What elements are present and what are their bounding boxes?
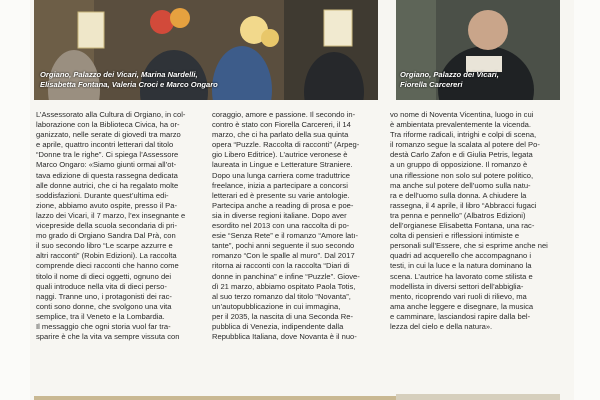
article-line: vo nome di Noventa Vicentina, luogo in cui [390, 110, 534, 119]
article-line: il romanzo segue la scalata al potere del Po- [390, 140, 540, 150]
article-line: al suo terzo romanzo dal titolo “Novanta”, [212, 291, 351, 301]
caption-line: Orgiano, Palazzo dei Vicari, [400, 70, 499, 79]
article-line: contro è stato con Fiorella Carcereri, il 14 [212, 120, 351, 130]
article-line: ma anche sul potere dell’uomo sulla natu- [390, 180, 531, 190]
article-line: esordito nel 2013 con una raccolta di po- [212, 221, 350, 231]
article-line: titolo il nome di dieci oggetti, ognuno dei [36, 271, 172, 281]
article-column-2 [212, 110, 372, 342]
article-line: esie “Senza Rete” e il romanzo “Amore latı- [212, 231, 359, 241]
article-line: conti sono donne, che svolgono una vita [36, 301, 172, 311]
article-line: sia in diverse regioni italiane. Dopo aver [212, 210, 347, 220]
article-line: a un gruppo di opposizione. Il romanzo è [390, 160, 528, 170]
article-line: un’autopubblicazione in cui immagina, [212, 301, 341, 311]
article-line: laureata in Lingue e Letterature Straniere. [212, 160, 353, 170]
caption-line: Elisabetta Fontana, Valeria Croci e Marco Ongaro [40, 80, 218, 89]
article-line: comprende dieci racconti che hanno come [36, 261, 179, 271]
article-line: “Donne tra le righe”. Ci spiega l’Assessore [36, 150, 179, 160]
article-line: alle donne autrici, che ci ha regalato molte [36, 180, 179, 190]
article-line: vicepreside della scuola secondaria di pri- [36, 221, 177, 231]
page-margin-left [0, 0, 30, 400]
article-column-3 [390, 110, 554, 332]
article-line: ritorna ai racconti con la raccolta “Diari di [212, 261, 350, 271]
event-photo-group [34, 0, 378, 100]
article-line: gio Libero Editrice). L’autrice veronese è [212, 150, 348, 160]
photo-right-caption [400, 70, 499, 90]
article-line: quadri ad acquerello che accompagnano i [390, 251, 532, 261]
article-line: coraggio, amore e passione. Il secondo in- [212, 110, 356, 119]
article-line: Dopo una lunga carriera come traduttrice [212, 170, 351, 180]
article-line: scena. L’autrice ha lavorato come stilista e [390, 271, 533, 281]
article-line: e aprile, quattro incontri letterari dal titolo [36, 140, 174, 150]
article-line: pubblica di Venezia, indipendente dalla [212, 321, 344, 331]
photo-left-caption [40, 70, 218, 90]
article-line: personali sull’Essere, che si esprime anche nei [390, 241, 548, 251]
article-line: una riflessione non solo sul potere politico, [390, 170, 534, 180]
article-line: donne in panchina” e infine “Puzzle”. Giove- [212, 271, 360, 281]
article-line: ama anche leggere e disegnare, la musica [390, 301, 534, 311]
article-line: opera “Puzzle. Raccolta di racconti” (Arpeg- [212, 140, 360, 150]
caption-line: Orgiano, Palazzo dei Vicari, Marina Nardelli, [40, 70, 198, 79]
article-line: Repubblica Italiana, dove Novanta è il nuo- [212, 332, 357, 342]
article-line: sparire è che la vita va sempre vissuta con [36, 332, 180, 342]
caption-line: Fiorella Carcereri [400, 80, 463, 89]
article-line: letterari ed è presente su varie antologie. [212, 190, 350, 200]
author-photo [396, 0, 560, 100]
article-line: ra e dell’uomo sulla donna. A chiudere la [390, 190, 527, 200]
article-line: destà Carlo Zafon e di Giulia Petris, legata [390, 150, 533, 160]
article-line: semplice, tra il Veneto e la Lombardia. [36, 311, 165, 321]
article-line: colta di pensieri e riflessioni intimiste e [390, 231, 520, 241]
article-line: mo grado di Orgiano Sandra Dal Prà, con [36, 231, 176, 241]
article-line: Tra riforme radicali, intrighi e colpi di scena, [390, 130, 537, 140]
article-line: per il 2035, la nascita di una Seconda Re- [212, 311, 353, 321]
article-line: zione, abbiamo avuto ospite, presso il Pa- [36, 200, 177, 210]
article-line: il suo secondo libro “Le scarpe azzurre e [36, 241, 173, 251]
article-line: dì 21 marzo, abbiamo ospitato Paola Totis, [212, 281, 356, 291]
article-line: Il messaggio che ogni storia vuol far tra- [36, 321, 171, 331]
article-line: Partecipa anche a reading di prosa e poe- [212, 200, 354, 210]
article-line: ganizzato, nelle serate di giovedì tra marzo [36, 130, 181, 140]
article-line: dell’orgianese Elisabetta Fontana, una rac- [390, 221, 535, 231]
article-line: freelance, inizia a partecipare a concorsi [212, 180, 348, 190]
article-line: L’Assessorato alla Cultura di Orgiano, in col- [36, 110, 186, 119]
article-line: mento, ricoprendo vari ruoli di rilievo, ma [390, 291, 527, 301]
article-line: tava edizione di questa rassegna dedicata [36, 170, 178, 180]
article-line: naggi. Tranne uno, i protagonisti dei rac- [36, 291, 172, 301]
article-line: altri racconti” (Robin Edizioni). La raccolta [36, 251, 177, 261]
article-line: laborazione con la Biblioteca Civica, ha or- [36, 120, 180, 130]
article-line: lazzo dei Vicari, il 7 marzo, l’ex insegnante e [36, 210, 186, 220]
article-line: marzo, che ci ha parlato della sua quinta [212, 130, 349, 140]
article-line: modellista in diversi settori dell’abbiglia- [390, 281, 524, 291]
article-line: tante”, pochi anni seguente il suo secondo [212, 241, 355, 251]
article-line: quali introduce nella vita di dieci perso- [36, 281, 167, 291]
article-line: e camminare, lasciandosi rapire dalla bel- [390, 311, 531, 321]
article-line: lezza del cielo e della natura». [390, 321, 493, 331]
article-line: rassegna, il 4 aprile, il libro “Abbracci fugaci [390, 200, 537, 210]
article-line: testi, in cui la luce e la natura dominano la [390, 261, 532, 271]
article-line: tra penna e pennello” (Albatros Edizioni) [390, 210, 526, 220]
article-column-1 [36, 110, 196, 342]
next-photo-strip-right [396, 394, 560, 400]
article-line: Marco Ongaro: «Siamo giunti ormai all’ot- [36, 160, 177, 170]
article-line: romanzo “Con le spalle al muro”. Dal 2017 [212, 251, 355, 261]
article-line: soddisfazioni. Durante quest’ultima edi- [36, 190, 169, 200]
page-margin-right [574, 0, 600, 400]
article-line: è ambientata prevalentemente la vicenda. [390, 120, 531, 130]
